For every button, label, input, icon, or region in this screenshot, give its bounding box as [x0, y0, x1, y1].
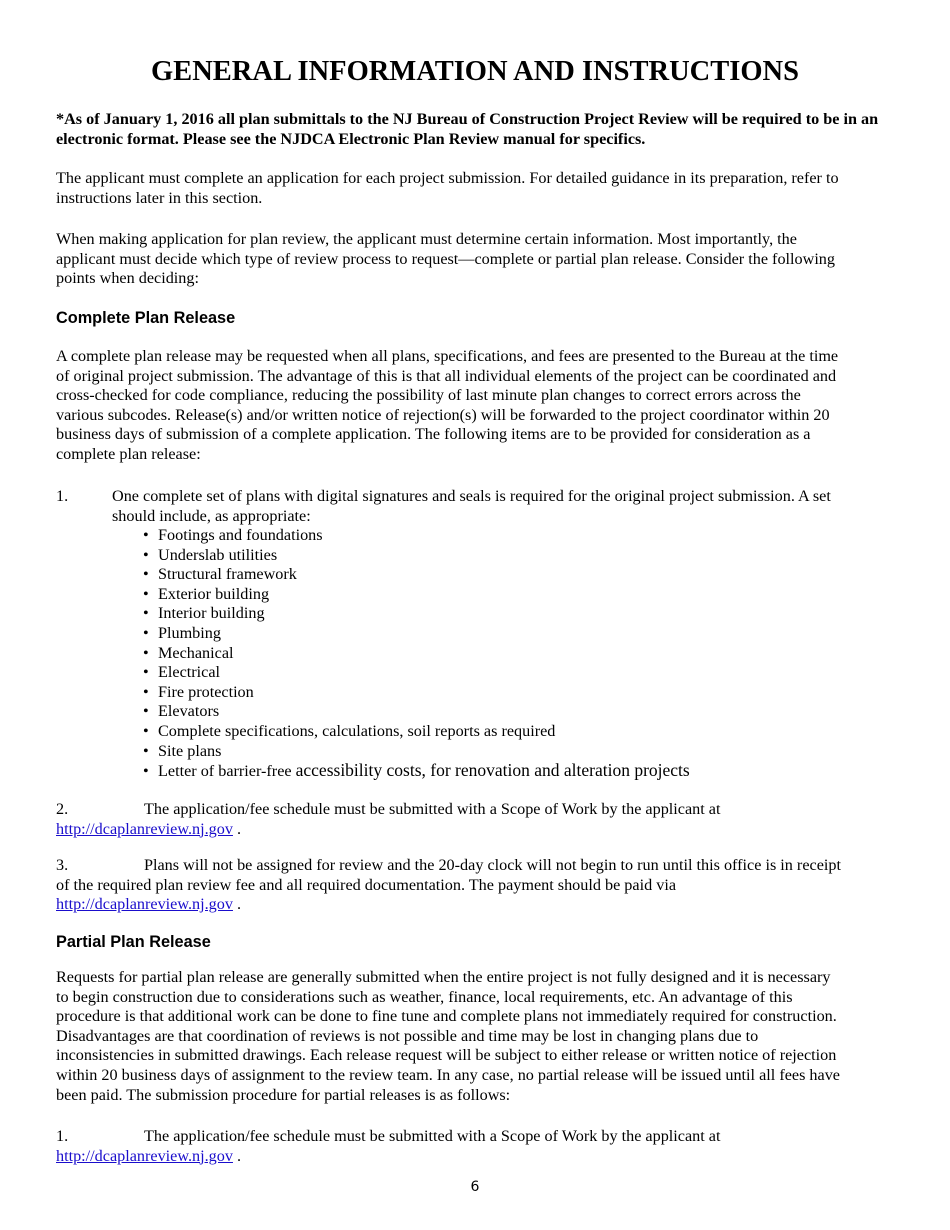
item-text: The application/fee schedule must be submitted with a Scope of Work by the applicant at — [144, 800, 721, 818]
link-suffix: . — [232, 895, 242, 914]
item-number: 1. — [56, 487, 69, 505]
link-suffix: . — [232, 819, 242, 838]
bullet-glyph: • — [143, 741, 149, 760]
partial-item-1 — [56, 1127, 846, 1166]
bullet-item — [143, 742, 690, 762]
bullet-item — [143, 722, 690, 742]
bullet-glyph: • — [143, 762, 149, 781]
complete-item-2 — [56, 800, 846, 839]
bullet-item — [143, 585, 690, 605]
bullet-glyph: • — [143, 682, 149, 701]
bullet-item-last — [143, 761, 690, 781]
bullet-item — [143, 604, 690, 624]
bullet-glyph: • — [143, 565, 149, 584]
item-text: One complete set of plans with digital signatures and seals is required for the original project submission. A set should include, as appropriate: — [112, 487, 831, 525]
dcaplanreview-link[interactable]: http://dcaplanreview.nj.gov — [56, 819, 233, 838]
bullet-glyph: • — [143, 526, 149, 544]
electronic-format-notice: *As of January 1, 2016 all plan submittals to the NJ Bureau of Construction Project Review will be required to be in an electronic format. Please see the NJDCA Electronic Plan Review manual for specifics. — [56, 110, 879, 148]
plan-set-bullet-list — [143, 526, 690, 781]
bullet-text: Structural framework — [158, 565, 297, 584]
item-text: The application/fee schedule must be submitted with a Scope of Work by the applicant at — [144, 1127, 721, 1145]
bullet-item — [143, 565, 690, 585]
bullet-item — [143, 546, 690, 566]
bullet-glyph: • — [143, 623, 149, 642]
item-number: 2. — [56, 800, 69, 818]
bullet-glyph: • — [143, 545, 149, 564]
bullet-text: Mechanical — [158, 643, 234, 662]
bullet-text: Exterior building — [158, 584, 270, 603]
item-number: 1. — [56, 1127, 69, 1145]
bullet-item — [143, 663, 690, 683]
item-number: 3. — [56, 856, 69, 874]
bullet-glyph: • — [143, 663, 149, 682]
bullet-item — [143, 624, 690, 644]
bullet-text: Underslab utilities — [158, 545, 278, 564]
complete-plan-release-heading: Complete Plan Release — [56, 309, 236, 327]
bullet-glyph: • — [143, 584, 149, 603]
page-title: GENERAL INFORMATION AND INSTRUCTIONS — [151, 56, 799, 87]
bullet-glyph: • — [143, 721, 149, 740]
bullet-text: Plumbing — [158, 623, 221, 642]
bullet-text: Site plans — [158, 741, 222, 760]
bullet-last-text-b: accessibility costs, for renovation and alteration projects — [295, 760, 690, 781]
bullet-item — [143, 683, 690, 703]
intro-paragraph-2: When making application for plan review, the applicant must determine certain information. Most importantly, the applicant must decide which type of review process to request—complete or partial plan release. Consider the following points when deciding: — [56, 230, 835, 288]
complete-item-3 — [56, 856, 846, 915]
dcaplanreview-link[interactable]: http://dcaplanreview.nj.gov — [56, 895, 233, 914]
bullet-text: Elevators — [158, 702, 220, 721]
dcaplanreview-link[interactable]: http://dcaplanreview.nj.gov — [56, 1146, 233, 1165]
bullet-text: Complete specifications, calculations, soil reports as required — [158, 721, 556, 740]
bullet-text: Interior building — [158, 604, 265, 623]
bullet-glyph: • — [143, 604, 149, 623]
item-text: Plans will not be assigned for review and the 20-day clock will not begin to run until this office is in receipt of the required plan review fee and all required documentation. The payment should be paid via — [56, 856, 841, 894]
partial-plan-release-heading: Partial Plan Release — [56, 933, 211, 951]
bullet-text: Electrical — [158, 663, 221, 682]
partial-plan-release-body: Requests for partial plan release are generally submitted when the entire project is not fully designed and it is necessary to begin construction due to considerations such as weather, finance, local requirements, etc. An advantage of this procedure is that additional work can be done to fine tune and complete plans not immediately required for construction. Disadvantages are that coordination of reviews is not possible and time may be lost in changing plans due to inconsistencies in submitted drawings. Each release request will be subject to either release or written notice of rejection within 20 business days of assignment to the review team. In any case, no partial release will be issued until all fees have been paid. The submission procedure for partial releases is as follows: — [56, 968, 840, 1104]
intro-paragraph-1: The applicant must complete an application for each project submission. For detailed guidance in its preparation, refer to instructions later in this section. — [56, 169, 839, 207]
bullet-last-text-a: Letter of barrier-free — [158, 762, 296, 781]
bullet-text: Footings and foundations — [158, 526, 323, 544]
complete-plan-release-body: A complete plan release may be requested when all plans, specifications, and fees are presented to the Bureau at the time of original project submission. The advantage of this is that all individual elements of the project can be coordinated and cross-checked for code compliance, reducing the possibility of last minute plan changes to correct errors across the various subcodes. Release(s) and/or written notice of rejection(s) will be forwarded to the project coordinator within 20 business days of submission of a complete application. The following items are to be provided for consideration as a complete plan release: — [56, 347, 839, 463]
page-number: 6 — [470, 1179, 480, 1195]
bullet-glyph: • — [143, 702, 149, 721]
link-suffix: . — [232, 1146, 242, 1165]
bullet-item — [143, 702, 690, 722]
bullet-glyph: • — [143, 643, 149, 662]
bullet-item — [143, 644, 690, 664]
bullet-item — [143, 526, 690, 546]
bullet-text: Fire protection — [158, 682, 254, 701]
